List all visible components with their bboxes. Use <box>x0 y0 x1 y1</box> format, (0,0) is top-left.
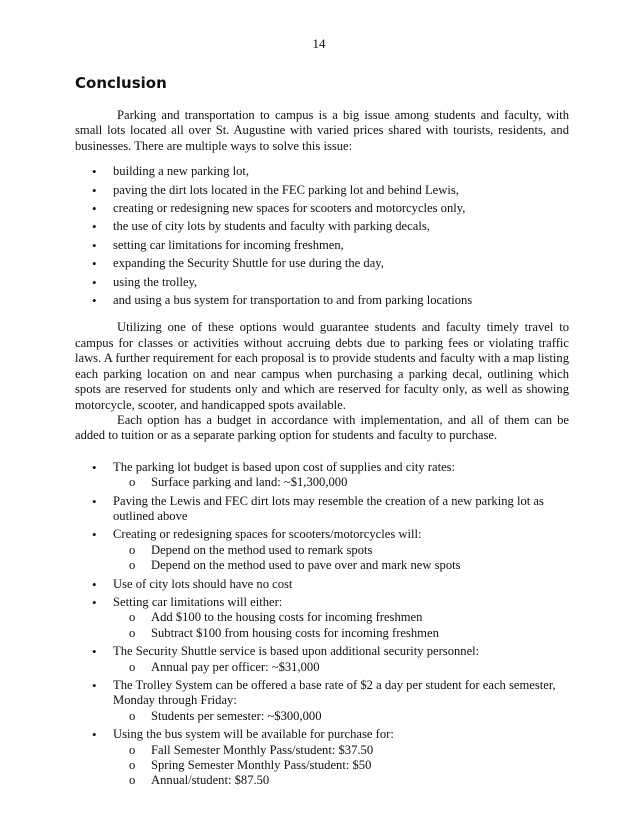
list-item-text: Paving the Lewis and FEC dirt lots may resemble the creation of a new parking lot as outlined above <box>113 493 544 523</box>
budget-list <box>75 460 569 789</box>
list-item <box>75 727 569 789</box>
page-number: 14 <box>312 36 326 51</box>
list-item <box>75 678 569 724</box>
list-item-text: The Security Shuttle service is based upon additional security personnel: <box>113 644 480 659</box>
document-body <box>75 108 569 801</box>
list-item-text: Setting car limitations will either: <box>113 594 283 609</box>
list-item: • the use of city lots by students and faculty with parking decals, <box>75 219 569 234</box>
body-paragraph: Each option has a budget in accordance with implementation, and all of them can be added to tuition or as a separate parking option for students and faculty to purchase. <box>75 412 569 443</box>
list-item-text: Using the bus system will be available for purchase for: <box>113 727 394 742</box>
sub-list-item: o Surface parking and land: ~$1,300,000 <box>113 475 569 490</box>
list-item: • creating or redesigning new spaces for scooters and motorcycles only, <box>75 201 569 216</box>
list-item <box>75 644 569 675</box>
list-item <box>75 595 569 641</box>
list-item: • building a new parking lot, <box>75 164 569 179</box>
list-item: • paving the dirt lots located in the FEC parking lot and behind Lewis, <box>75 183 569 198</box>
sub-list <box>113 660 569 675</box>
sub-list-item: o Annual/student: $87.50 <box>113 773 569 788</box>
list-item: • expanding the Security Shuttle for use during the day, <box>75 256 569 271</box>
list-item-text: The parking lot budget is based upon cost of supplies and city rates: <box>113 459 456 474</box>
list-item <box>75 494 569 525</box>
sub-list <box>113 610 569 641</box>
list-item: • setting car limitations for incoming freshmen, <box>75 238 569 253</box>
list-item-text: The Trolley System can be offered a base rate of $2 a day per student for each semester, Monday through Friday: <box>113 678 556 708</box>
sub-list-item: o Fall Semester Monthly Pass/student: $37.50 <box>113 743 569 758</box>
sub-list-item: o Depend on the method used to pave over and mark new spots <box>113 558 569 573</box>
sub-list-item: o Depend on the method used to remark spots <box>113 543 569 558</box>
list-item: • and using a bus system for transportation to and from parking locations <box>75 293 569 308</box>
body-paragraph: Utilizing one of these options would guarantee students and faculty timely travel to campus for classes or activities without accruing debts due to parking fees or violating traffic laws. A further requirement for each proposal is to provide students and faculty with a map listing each parking location on and near campus when purchasing a parking decal, outlining which spots are reserved for students only and which are reserved for faculty only, as well as showing motorcycle, scooter, and handicapped spots available. <box>75 320 569 412</box>
intro-paragraph: Parking and transportation to campus is a big issue among students and faculty, with small lots located all over St. Augustine with varied prices shared with tourists, residents, and businesses. There are multiple ways to solve this issue: <box>75 108 569 153</box>
sub-list-item: o Subtract $100 from housing costs for incoming freshmen <box>113 626 569 641</box>
sub-list <box>113 743 569 789</box>
list-item-text: Use of city lots should have no cost <box>113 576 293 591</box>
sub-list-item: o Annual pay per officer: ~$31,000 <box>113 660 569 675</box>
sub-list-item: o Students per semester: ~$300,000 <box>113 709 569 724</box>
sub-list <box>113 543 569 574</box>
sub-list <box>113 709 569 724</box>
list-item <box>75 527 569 573</box>
list-item-text: Creating or redesigning spaces for scooters/motorcycles will: <box>113 527 422 542</box>
list-item: • using the trolley, <box>75 275 569 290</box>
sub-list-item: o Spring Semester Monthly Pass/student: $50 <box>113 758 569 773</box>
sub-list-item: o Add $100 to the housing costs for incoming freshmen <box>113 610 569 625</box>
section-heading: Conclusion <box>75 74 167 92</box>
sub-list <box>113 475 569 490</box>
list-item <box>75 460 569 491</box>
list-item <box>75 577 569 592</box>
options-list <box>75 164 569 308</box>
